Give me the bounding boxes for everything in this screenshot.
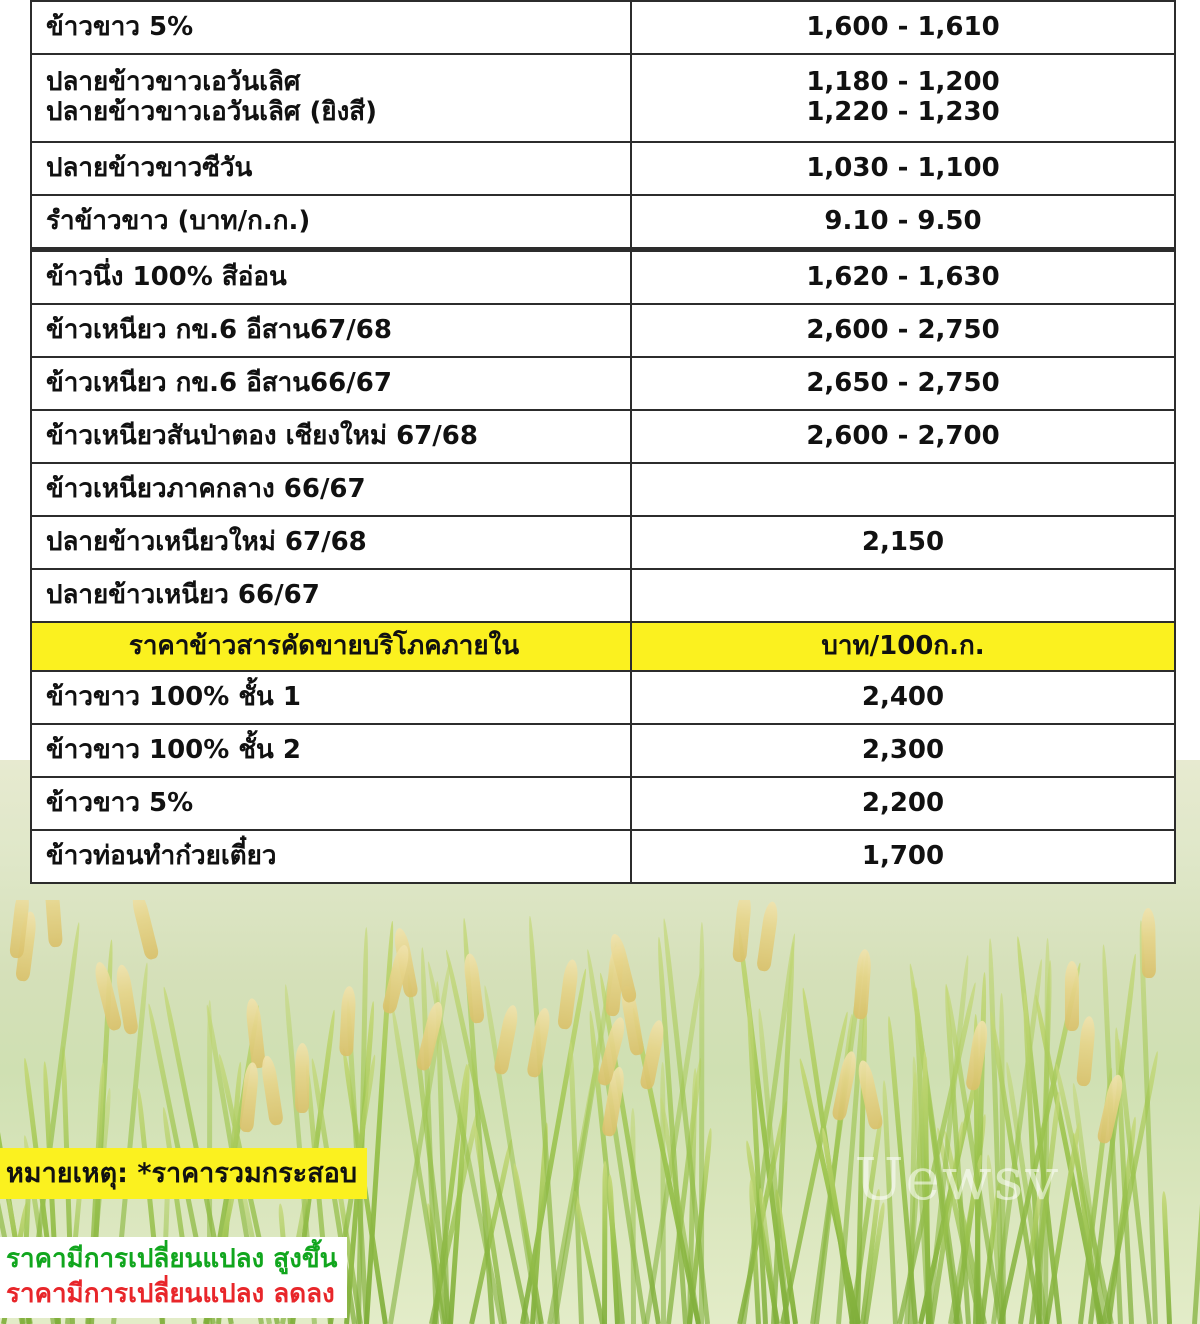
grass-blade-icon bbox=[607, 1174, 620, 1324]
price-cell: 9.10 - 9.50 bbox=[631, 195, 1175, 250]
rice-ear-icon bbox=[493, 1004, 520, 1075]
table-row bbox=[31, 250, 1175, 305]
rice-type-cell: ข้าวขาว 5% bbox=[31, 1, 631, 54]
price-cell: 1,030 - 1,100 bbox=[631, 142, 1175, 195]
rice-ear-icon bbox=[239, 1062, 260, 1133]
price-cell: 2,150 bbox=[631, 516, 1175, 569]
price-cell: 2,400 bbox=[631, 671, 1175, 724]
price-cell: 2,300 bbox=[631, 724, 1175, 777]
price-cell bbox=[631, 463, 1175, 516]
rice-type-cell: ปลายข้าวเหนียวใหม่ 67/68 bbox=[31, 516, 631, 569]
rice-type-cell: ข้าวเหนียว กข.6 อีสาน66/67 bbox=[31, 357, 631, 410]
rice-type-cell: ข้าวเหนียวสันป่าตอง เชียงใหม่ 67/68 bbox=[31, 410, 631, 463]
table-row bbox=[31, 671, 1175, 724]
rice-type-cell: รำข้าวขาว (บาท/ก.ก.) bbox=[31, 195, 631, 250]
rice-ear-icon bbox=[44, 900, 63, 948]
rice-type-cell: ปลายข้าวเหนียว 66/67 bbox=[31, 569, 631, 622]
table-row bbox=[31, 195, 1175, 250]
rice-type-cell: ข้าวเหนียวภาคกลาง 66/67 bbox=[31, 463, 631, 516]
price-cell: 2,600 - 2,700 bbox=[631, 410, 1175, 463]
table-row bbox=[31, 304, 1175, 357]
rice-ear-icon bbox=[339, 986, 356, 1057]
rice-ear-icon bbox=[965, 1020, 990, 1091]
legend-price-up: ราคามีการเปลี่ยนแปลง สูงขึ้น bbox=[6, 1244, 338, 1274]
table-row bbox=[31, 569, 1175, 622]
price-cell: 2,200 bbox=[631, 777, 1175, 830]
rice-ear-icon bbox=[130, 900, 160, 961]
price-cell bbox=[631, 569, 1175, 622]
rice-type-cell: ข้าวขาว 100% ชั้น 1 bbox=[31, 671, 631, 724]
table-row bbox=[31, 1, 1175, 54]
table-row bbox=[31, 516, 1175, 569]
table-row bbox=[31, 357, 1175, 410]
table-row bbox=[31, 54, 1175, 142]
rice-type-cell bbox=[31, 54, 631, 142]
rice-price-table-body bbox=[31, 1, 1175, 883]
rice-ear-icon bbox=[1077, 1016, 1097, 1087]
rice-type-cell: ข้าวขาว 100% ชั้น 2 bbox=[31, 724, 631, 777]
rice-ear-icon bbox=[756, 901, 780, 972]
rice-ear-icon bbox=[1141, 908, 1156, 978]
legend-price-down: ราคามีการเปลี่ยนแปลง ลดลง bbox=[6, 1279, 335, 1310]
rice-ear-icon bbox=[853, 949, 872, 1020]
rice-type-cell: ข้าวขาว 5% bbox=[31, 777, 631, 830]
price-cell: 1,620 - 1,630 bbox=[631, 250, 1175, 305]
footnote-note: หมายเหตุ: *ราคารวมกระสอบ bbox=[0, 1148, 367, 1199]
table-group-header-row bbox=[31, 622, 1175, 671]
rice-price-table-container bbox=[30, 0, 1176, 884]
price-cell bbox=[631, 54, 1175, 142]
grass-blade-icon bbox=[1043, 938, 1050, 1324]
table-row bbox=[31, 142, 1175, 195]
table-row bbox=[31, 463, 1175, 516]
price-cell: บาท/100ก.ก. bbox=[631, 622, 1175, 671]
price-cell: 1,700 bbox=[631, 830, 1175, 883]
price-cell: 2,600 - 2,750 bbox=[631, 304, 1175, 357]
grass-blade-icon bbox=[1161, 1191, 1172, 1324]
rice-type-cell: ปลายข้าวขาวซีวัน bbox=[31, 142, 631, 195]
rice-ear-icon bbox=[463, 953, 486, 1024]
watermark-text: Uewsv bbox=[854, 1145, 1060, 1213]
rice-type-label: ปลายข้าวขาวเอวันเลิศ (ยิงสี) bbox=[46, 97, 378, 127]
rice-type-cell: ข้าวท่อนทำก๋วยเตี๋ยว bbox=[31, 830, 631, 883]
price-cell: 2,650 - 2,750 bbox=[631, 357, 1175, 410]
rice-ear-icon bbox=[260, 1055, 284, 1126]
price-change-legend bbox=[0, 1237, 347, 1318]
price-cell: 1,600 - 1,610 bbox=[631, 1, 1175, 54]
table-row bbox=[31, 830, 1175, 883]
table-row bbox=[31, 410, 1175, 463]
table-row bbox=[31, 777, 1175, 830]
table-row bbox=[31, 724, 1175, 777]
rice-type-label: ปลายข้าวขาวเอวันเลิศ bbox=[46, 67, 301, 98]
rice-ear-icon bbox=[1065, 961, 1079, 1031]
grass-blade-icon bbox=[699, 922, 704, 1324]
grass-blade-icon bbox=[602, 1161, 608, 1324]
rice-ear-icon bbox=[295, 1043, 309, 1113]
rice-type-cell: ราคาข้าวสารคัดขายบริโภคภายใน bbox=[31, 622, 631, 671]
rice-type-cell: ข้าวเหนียว กข.6 อีสาน67/68 bbox=[31, 304, 631, 357]
grass-blade-icon bbox=[1192, 1128, 1200, 1324]
rice-price-table bbox=[30, 0, 1176, 884]
price-label: 1,180 - 1,200 bbox=[806, 67, 1000, 98]
price-label: 1,220 - 1,230 bbox=[806, 97, 1000, 127]
rice-ear-icon bbox=[526, 1007, 552, 1078]
rice-type-cell: ข้าวนึ่ง 100% สีอ่อน bbox=[31, 250, 631, 305]
rice-ear-icon bbox=[732, 900, 752, 963]
